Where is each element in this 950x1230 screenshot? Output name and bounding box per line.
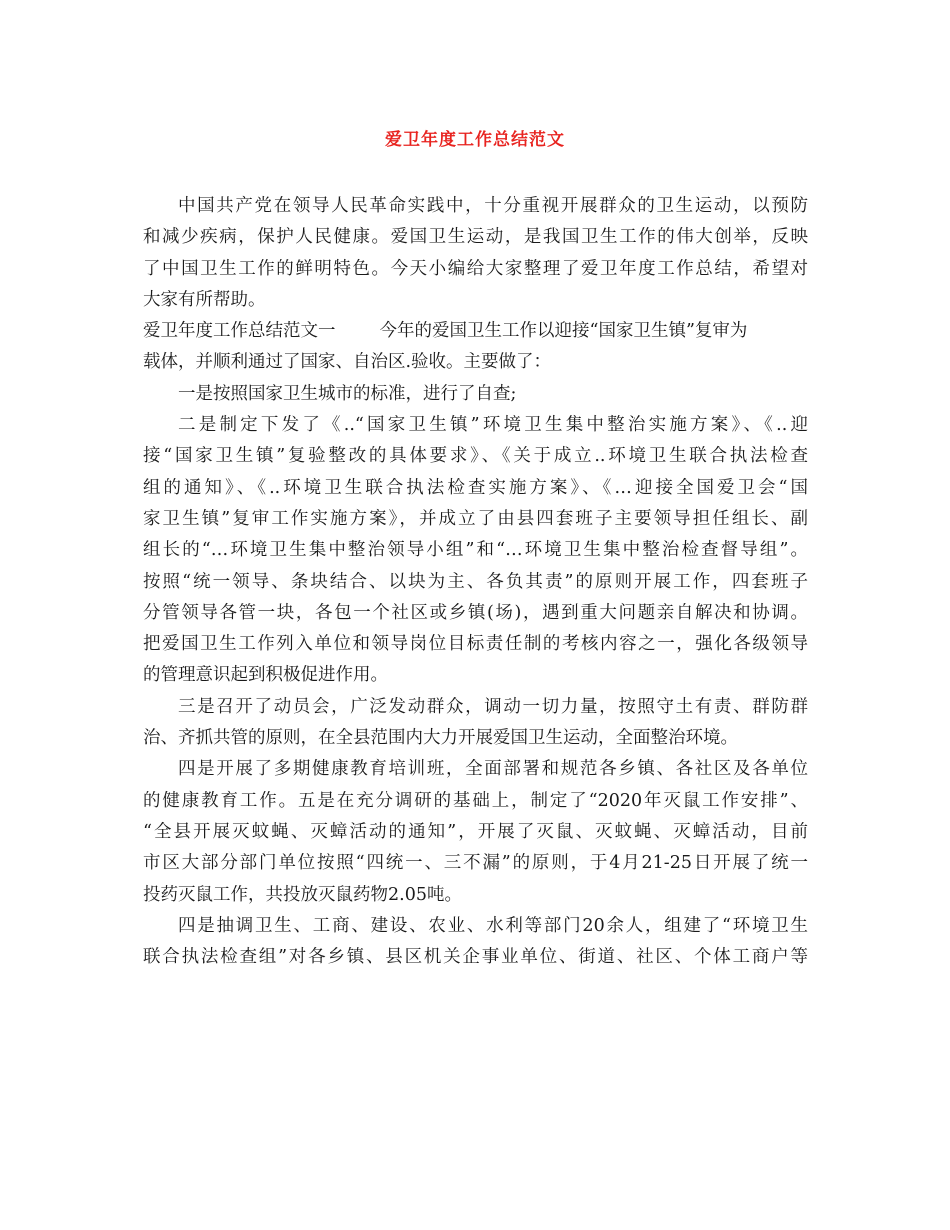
text-line: 市区大部分部门单位按照“四统一、三不漏”的原则，于4月21-25日开展了统一 — [143, 853, 808, 874]
text-line: 一是按照国家卫生城市的标准，进行了自查; — [178, 383, 517, 404]
document-body — [143, 191, 808, 973]
text-line: 四是开展了多期健康教育培训班，全面部署和规范各乡镇、各社区及各单位 — [178, 759, 808, 780]
text-line: 治、齐抓共管的原则，在全县范围内大力开展爱国卫生运动，全面整治环境。 — [143, 728, 738, 749]
text-line: 四是抽调卫生、工商、建设、农业、水利等部门20余人，组建了“环境卫生 — [178, 915, 808, 936]
text-line: 组长的“…环境卫生集中整治领导小组”和“…环境卫生集中整治检查督导组”。 — [143, 540, 808, 561]
text-line: 载体，并顺利通过了国家、自治区.验收。主要做了： — [143, 352, 552, 373]
text-line: 三是召开了动员会，广泛发动群众，调动一切力量，按照守土有责、群防群 — [178, 696, 808, 717]
text-line: 和减少疾病，保护人民健康。爱国卫生运动，是我国卫生工作的伟大创举，反映 — [143, 227, 808, 248]
text-line: 把爱国卫生工作列入单位和领导岗位目标责任制的考核内容之一，强化各级领导 — [143, 634, 808, 655]
text-line: 的健康教育工作。五是在充分调研的基础上，制定了“2020年灭鼠工作安排”、 — [143, 790, 808, 811]
text-line: 二是制定下发了《..“国家卫生镇”环境卫生集中整治实施方案》、《..迎 — [178, 415, 808, 436]
text-line: 投药灭鼠工作，共投放灭鼠药物2.05吨。 — [143, 884, 462, 905]
text-line: 按照“统一领导、条块结合、以块为主、各负其责”的原则开展工作，四套班子 — [143, 571, 808, 592]
text-line: 接“国家卫生镇”复验整改的具体要求》、《关于成立..环境卫生联合执法检查 — [143, 446, 808, 467]
text-line: 分管领导各管一块，各包一个社区或乡镇(场)，遇到重大问题亲自解决和协调。 — [143, 602, 808, 623]
document-title: 爱卫年度工作总结范文 — [385, 130, 565, 150]
section-text: 今年的爱国卫生工作以迎接“国家卫生镇”复审为 — [379, 321, 748, 342]
text-line — [143, 316, 808, 347]
section-heading: 爱卫年度工作总结范文一 — [143, 321, 336, 342]
text-line: 中国共产党在领导人民革命实践中，十分重视开展群众的卫生运动，以预防 — [178, 196, 808, 216]
text-line: 组的通知》、《..环境卫生联合执法检查实施方案》、《…迎接全国爱卫会“国 — [143, 477, 808, 498]
text-line: 大家有所帮助。 — [143, 289, 266, 310]
text-line: 的管理意识起到积极促进作用。 — [143, 665, 388, 686]
text-line: “全县开展灭蚊蝇、灭蟑活动的通知”，开展了灭鼠、灭蚊蝇、灭蟑活动，目前 — [143, 821, 808, 842]
text-line: 联合执法检查组”对各乡镇、县区机关企事业单位、街道、社区、个体工商户等 — [143, 947, 808, 968]
text-line: 了中国卫生工作的鲜明特色。今天小编给大家整理了爱卫年度工作总结，希望对 — [143, 258, 808, 279]
text-line: 家卫生镇”复审工作实施方案》，并成立了由县四套班子主要领导担任组长、副 — [143, 508, 808, 529]
